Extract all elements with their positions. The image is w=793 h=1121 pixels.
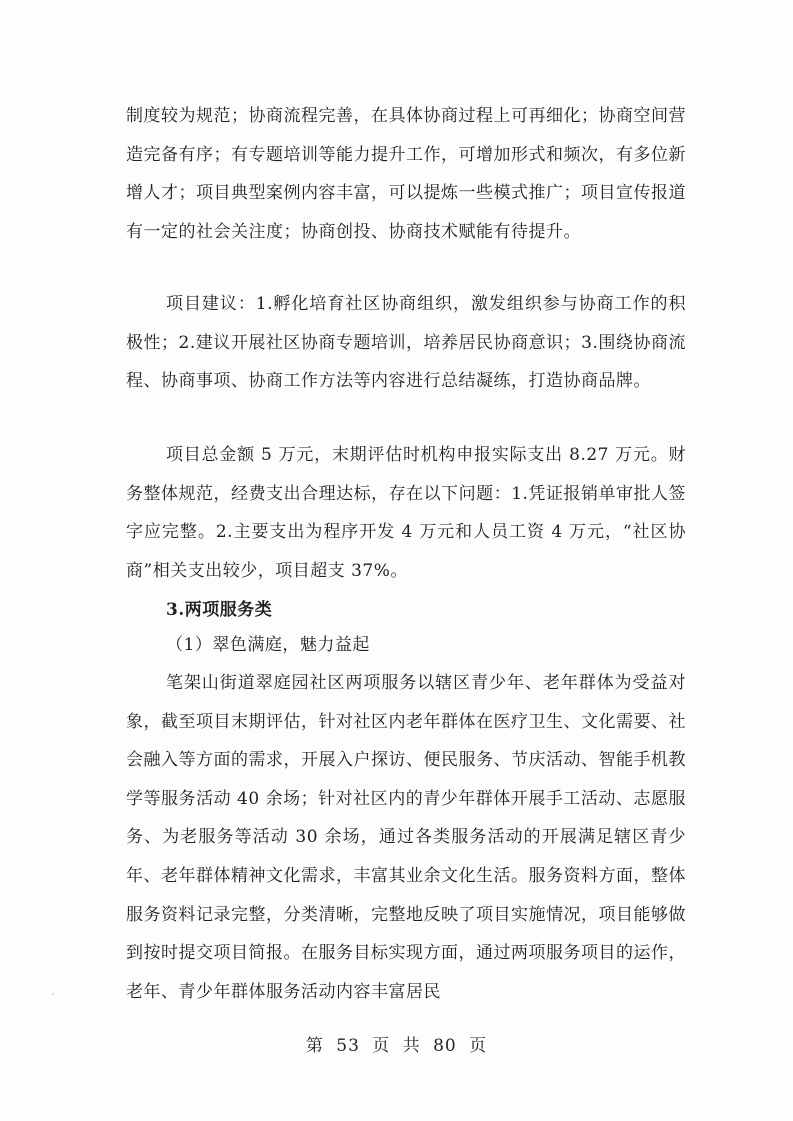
page-number-footer: 第 53 页 共 80 页: [305, 1036, 488, 1056]
scan-speck: [52, 993, 54, 995]
paragraph-financial-review: 项目总金额 5 万元，末期评估时机构申报实际支出 8.27 万元。财务整体规范，经费支出合理达标，存在以下问题：1.凭证报销单审批人签字应完整。2.主要支出为程序开发 4 万元和人员工资 4 万元，“社区协商”相关支出较少，项目超支 37%。: [126, 445, 686, 581]
paragraph-service-description: 笔架山街道翠庭园社区两项服务以辖区青少年、老年群体为受益对象，截至项目末期评估，针对社区内老年群体在医疗卫生、文化需要、社会融入等方面的需求，开展入户探访、便民服务、节庆活动、智能手机教学等服务活动 40 余场；针对社区内的青少年群体开展手工活动、志愿服务、为老服务等活动 30 余场，通过各类服务活动的开展满足辖区青少年、老年群体精神文化需求，丰富其业余文化生活。服务资料方面，整体服务资料记录完整，分类清晰，完整地反映了项目实施情况，项目能够做到按时提交项目简报。在服务目标实现方面，通过两项服务项目的运作，老年、青少年群体服务活动内容丰富居民: [126, 673, 686, 1002]
paragraph-project-suggestions: 项目建议：1.孵化培育社区协商组织，激发组织参与协商工作的积极性；2.建议开展社区协商专题培训，培养居民协商意识；3.围绕协商流程、协商事项、协商工作方法等内容进行总结凝练，打造协商品牌。: [126, 294, 686, 392]
section-heading: 3.两项服务类: [166, 600, 273, 620]
paragraph-evaluation-summary: 制度较为规范；协商流程完善，在具体协商过程上可再细化；协商空间营造完备有序；有专题培训等能力提升工作，可增加形式和频次，有多位新增人才；项目典型案例内容丰富，可以提炼一些模式推广；项目宣传报道有一定的社会关注度；协商创投、协商技术赋能有待提升。: [126, 106, 686, 242]
subsection-heading: （1）翠色满庭，魅力益起: [166, 635, 370, 655]
